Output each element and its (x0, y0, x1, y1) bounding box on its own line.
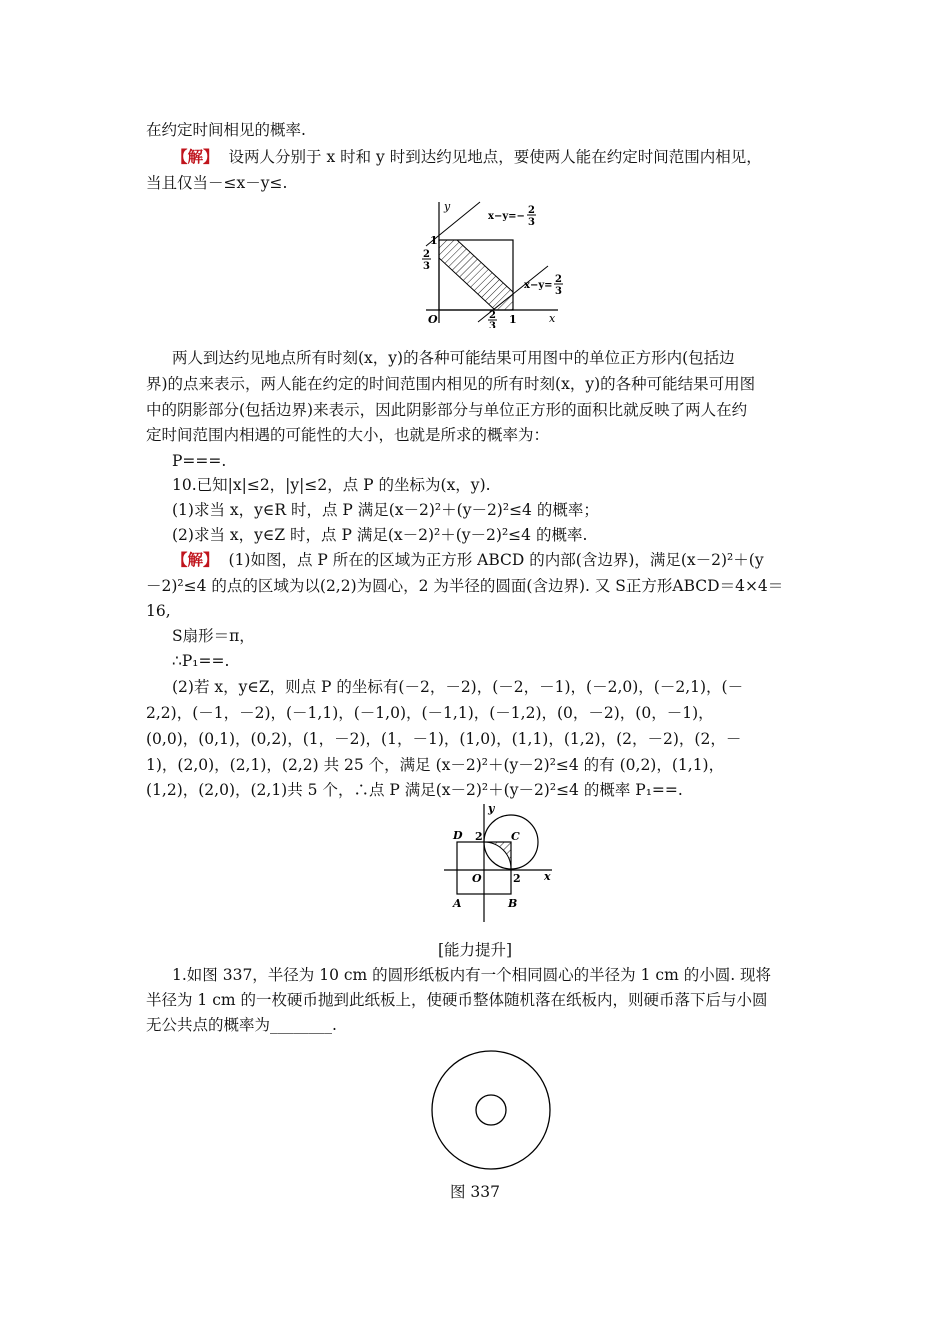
text-line: (0,0)，(0,1)，(0,2)，(1，－2)，(1，－1)，(1,0)，(1,1)，(1,2)，(2，－2)，(2，－ (146, 730, 742, 748)
concentric-circles-figure (418, 1050, 568, 1172)
svg-text:x−y=−: x−y=− (488, 211, 525, 222)
lower-line-label (524, 274, 563, 297)
text-line: 定时间范围内相遇的可能性的大小，也就是所求的概率为： (146, 426, 550, 444)
label-a: A (453, 897, 462, 910)
text-span: 设两人分别于 x 时和 y 时到达约见地点，要使两人能在约定时间范围内相见， (228, 148, 762, 166)
text-span: (1)如图，点 P 所在的区域为正方形 ABCD 的内部(含边界)，满足(x－2)²＋(y (228, 551, 764, 569)
text-line: (1,2)，(2,0)，(2,1)共 5 个，∴点 P 满足(x－2)²＋(y－2)²≤4 的概率 P₁==. (146, 781, 683, 799)
label-b: B (508, 897, 518, 910)
solution-label: 【解】 (172, 550, 219, 569)
text-line: P===. (172, 452, 227, 470)
origin-label: O (472, 872, 482, 885)
svg-text:x−y=: x−y= (524, 280, 553, 291)
text-line: 2,2)，(－1，－2)，(－1,1)，(－1,0)，(－1,1)，(－1,2)，(0，－2)，(0，－1)， (146, 704, 714, 722)
text-line: 1)，(2,0)，(2,1)，(2,2) 共 25 个，满足 (x－2)²＋(y－2)²≤4 的有 (0,2)，(1,1)， (146, 756, 725, 774)
y-tick-2: 2 (475, 830, 483, 843)
text-line: 当且仅当－≤x－y≤. (146, 174, 288, 192)
text-line: (2)求当 x，y∈Z 时，点 P 满足(x－2)²＋(y－2)²≤4 的概率. (172, 526, 588, 544)
origin-label: O (428, 313, 438, 326)
text-line: 在约定时间相见的概率. (146, 121, 306, 139)
label-c: C (511, 830, 520, 843)
svg-text:3: 3 (489, 321, 496, 328)
text-line: －2)²≤4 的点的区域为以(2,2)为圆心，2 为半径的圆面(含边界). 又 S正方形ABCD＝4×4＝ (146, 577, 784, 595)
y-label: y (444, 200, 451, 213)
text-line: 16, (146, 602, 171, 620)
problem-1: 1.如图 337，半径为 10 cm 的圆形纸板内有一个相同圆心的半径为 1 cm 的小圆. 现将 (172, 966, 772, 984)
x-tick-2: 2 (513, 872, 521, 885)
x-label: x (544, 870, 551, 883)
small-circle (476, 1095, 506, 1125)
text-line: 界)的点来表示，两人能在约定的时间范围内相见的所有时刻(x，y)的各种可能结果可用图 (146, 375, 756, 393)
text-line: 无公共点的概率为________. (146, 1016, 337, 1034)
text-line: S扇形＝π， (172, 627, 255, 645)
text-line: ∴P₁==. (172, 652, 230, 670)
upper-line-label (488, 205, 536, 228)
text-line: (2)若 x，y∈Z，则点 P 的坐标有(－2，－2)，(－2，－1)，(－2,0)，(－2,1)，(－ (172, 678, 744, 696)
shaded-region (439, 240, 513, 310)
svg-text:3: 3 (528, 217, 535, 228)
svg-text:3: 3 (423, 261, 430, 272)
section-header: [能力提升] (437, 941, 513, 959)
figure-caption: 图 337 (449, 1183, 500, 1201)
svg-text:2: 2 (489, 310, 496, 321)
y-tick-frac (422, 249, 431, 272)
svg-text:2: 2 (423, 249, 430, 260)
label-d: D (453, 829, 463, 842)
text-line: 两人到达约见地点所有时刻(x，y)的各种可能结果可用图中的单位正方形内(包括边 (172, 349, 735, 367)
text-line: 中的阴影部分(包括边界)来表示，因此阴影部分与单位正方形的面积比就反映了两人在约 (146, 401, 748, 419)
text-line: (1)求当 x，y∈R 时，点 P 满足(x－2)²＋(y－2)²≤4 的概率； (172, 501, 599, 519)
square-circle-figure (440, 800, 560, 925)
unit-square-figure (418, 198, 568, 328)
solution-label: 【解】 (172, 147, 219, 166)
x-label: x (549, 312, 556, 325)
x-tick-1: 1 (509, 313, 517, 326)
large-circle (432, 1051, 550, 1169)
y-label: y (488, 802, 495, 815)
solution-line (172, 147, 842, 167)
svg-text:2: 2 (528, 205, 535, 216)
solution-line (172, 550, 842, 570)
svg-text:2: 2 (555, 274, 562, 285)
y-tick-1: 1 (430, 234, 438, 247)
text-line: 半径为 1 cm 的一枚硬币抛到此纸板上，使硬币整体随机落在纸板内，则硬币落下后与小圆 (146, 991, 768, 1009)
x-tick-frac (488, 310, 497, 328)
problem-10: 10.已知|x|≤2，|y|≤2，点 P 的坐标为(x，y). (172, 476, 491, 494)
svg-text:3: 3 (555, 286, 562, 297)
